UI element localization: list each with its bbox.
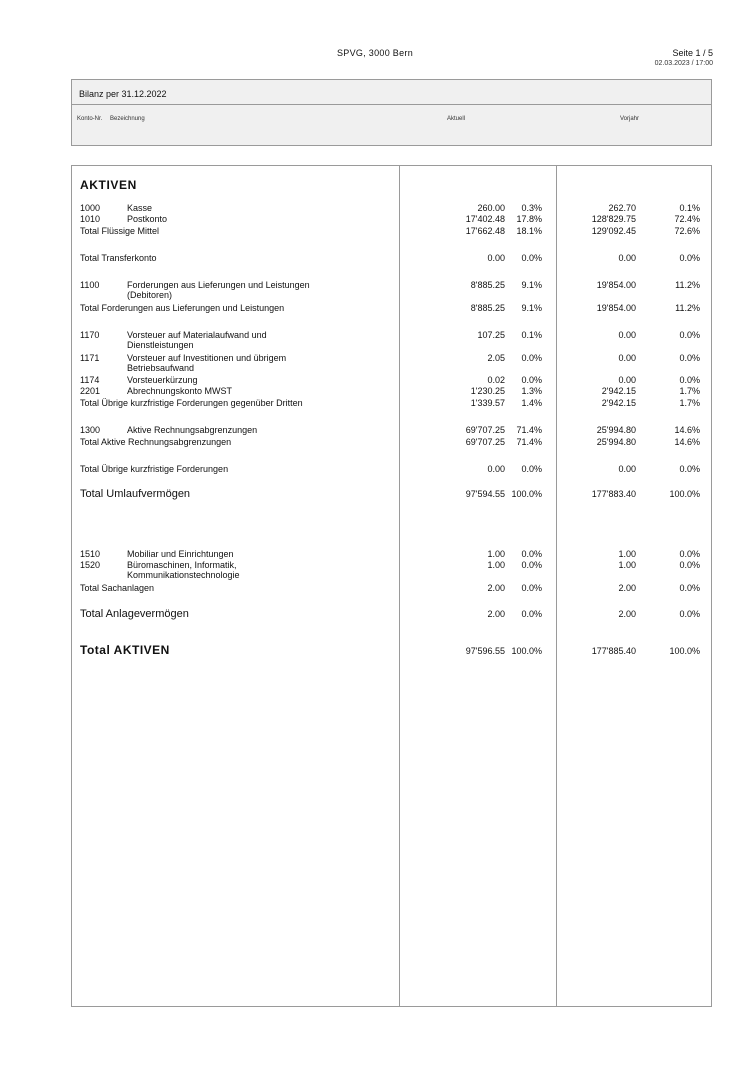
previous-percent: 0.0%: [679, 583, 700, 593]
current-percent: 18.1%: [516, 226, 542, 236]
account-description: Vorsteuer auf Materialaufwand und: [127, 330, 267, 340]
account-number: 1520: [80, 560, 101, 570]
previous-amount: 25'994.80: [596, 437, 636, 447]
current-percent: 9.1%: [521, 303, 542, 313]
current-percent: 0.0%: [521, 253, 542, 263]
previous-percent: 0.1%: [679, 203, 700, 213]
previous-amount: 262.70: [608, 203, 636, 213]
column-header-account: Konto-Nr.: [77, 116, 103, 122]
previous-amount: 1.00: [618, 549, 636, 559]
header-divider: [72, 104, 711, 105]
current-amount: 69'707.25: [465, 437, 505, 447]
current-percent: 0.0%: [521, 583, 542, 593]
report-title: Bilanz per 31.12.2022: [79, 89, 167, 99]
account-number: 1000: [80, 203, 101, 213]
total-label: Total Anlagevermögen: [80, 608, 189, 620]
total-label: Total Umlaufvermögen: [80, 488, 191, 500]
current-amount: 2.00: [487, 583, 505, 593]
previous-amount: 129'092.45: [591, 226, 636, 236]
current-percent: 0.0%: [521, 353, 542, 363]
previous-amount: 0.00: [618, 330, 636, 340]
current-amount: 69'707.25: [465, 425, 505, 435]
print-datetime: 02.03.2023 / 17:00: [654, 60, 713, 67]
report-header-box: [71, 79, 712, 146]
account-description: Büromaschinen, Informatik,: [127, 560, 237, 570]
account-description-continued: Dienstleistungen: [127, 340, 194, 350]
account-number: 1174: [80, 375, 100, 385]
current-percent: 71.4%: [516, 425, 542, 435]
grand-total-label: Total AKTIVEN: [80, 643, 170, 657]
account-number: 1010: [80, 214, 101, 224]
current-percent: 9.1%: [521, 280, 542, 290]
previous-percent: 100.0%: [669, 646, 700, 656]
current-amount: 0.00: [487, 253, 505, 263]
previous-percent: 11.2%: [675, 303, 700, 313]
current-percent: 1.3%: [521, 386, 542, 396]
account-number: 2201: [80, 386, 101, 396]
current-percent: 0.1%: [521, 330, 542, 340]
account-description: Abrechnungskonto MWST: [127, 386, 233, 396]
previous-amount: 2'942.15: [601, 398, 636, 408]
current-percent: 0.3%: [521, 203, 542, 213]
column-header-current: Aktuell: [447, 116, 466, 122]
account-number: 1170: [80, 330, 100, 340]
previous-amount: 2.00: [618, 583, 636, 593]
current-percent: 17.8%: [516, 214, 542, 224]
current-amount: 2.00: [487, 609, 505, 619]
previous-percent: 100.0%: [669, 489, 700, 499]
account-number: 1100: [80, 280, 100, 290]
previous-percent: 0.0%: [679, 253, 700, 263]
current-percent: 0.0%: [521, 375, 542, 385]
current-amount: 1.00: [487, 549, 505, 559]
total-label: Total Forderungen aus Lieferungen und Leistungen: [80, 303, 285, 313]
current-amount: 1'339.57: [470, 398, 505, 408]
account-description: Kasse: [127, 203, 153, 213]
total-label: Total Transferkonto: [80, 253, 157, 263]
current-amount: 8'885.25: [470, 303, 505, 313]
current-percent: 100.0%: [511, 489, 542, 499]
previous-percent: 14.6%: [674, 437, 700, 447]
current-amount: 97'596.55: [465, 646, 505, 656]
previous-percent: 0.0%: [679, 464, 700, 474]
account-number: 1171: [80, 353, 100, 363]
column-separator-current: [399, 166, 400, 1006]
previous-percent: 72.6%: [674, 226, 700, 236]
previous-percent: 0.0%: [679, 560, 700, 570]
current-amount: 8'885.25: [470, 280, 505, 290]
previous-percent: 1.7%: [679, 398, 700, 408]
previous-percent: 72.4%: [674, 214, 700, 224]
current-amount: 97'594.55: [465, 489, 505, 499]
previous-percent: 11.2%: [675, 280, 700, 290]
current-amount: 17'662.48: [465, 226, 505, 236]
current-amount: 0.00: [487, 464, 505, 474]
previous-percent: 0.0%: [679, 353, 700, 363]
previous-amount: 25'994.80: [596, 425, 636, 435]
account-description-continued: Betriebsaufwand: [127, 363, 195, 373]
previous-percent: 0.0%: [679, 609, 700, 619]
previous-amount: 177'885.40: [591, 646, 636, 656]
current-amount: 0.02: [487, 375, 505, 385]
total-label: Total Sachanlagen: [80, 583, 155, 593]
account-number: 1300: [80, 425, 101, 435]
account-description: Aktive Rechnungsabgrenzungen: [127, 425, 258, 435]
balance-table: [71, 165, 712, 1007]
account-description: Postkonto: [127, 214, 168, 224]
total-label: Total Flüssige Mittel: [80, 226, 160, 236]
current-amount: 2.05: [487, 353, 505, 363]
current-percent: 0.0%: [521, 560, 542, 570]
current-percent: 0.0%: [521, 609, 542, 619]
account-description-continued: (Debitoren): [127, 290, 173, 300]
current-percent: 71.4%: [516, 437, 542, 447]
current-amount: 1.00: [487, 560, 505, 570]
previous-percent: 0.0%: [679, 330, 700, 340]
previous-amount: 2'942.15: [601, 386, 636, 396]
current-percent: 0.0%: [521, 464, 542, 474]
account-description: Mobiliar und Einrichtungen: [127, 549, 234, 559]
account-description: Vorsteuer auf Investitionen und übrigem: [127, 353, 287, 363]
current-amount: 260.00: [477, 203, 505, 213]
previous-amount: 19'854.00: [596, 303, 636, 313]
column-header-description: Bezeichnung: [110, 116, 145, 122]
organization-name: SPVG, 3000 Bern: [336, 48, 414, 58]
previous-amount: 0.00: [618, 375, 636, 385]
current-percent: 100.0%: [511, 646, 542, 656]
previous-percent: 0.0%: [679, 549, 700, 559]
previous-amount: 128'829.75: [591, 214, 636, 224]
previous-amount: 0.00: [618, 464, 636, 474]
total-label: Total Aktive Rechnungsabgrenzungen: [80, 437, 232, 447]
previous-amount: 1.00: [618, 560, 636, 570]
previous-amount: 177'883.40: [591, 489, 636, 499]
current-amount: 1'230.25: [470, 386, 505, 396]
current-amount: 107.25: [477, 330, 505, 340]
previous-percent: 14.6%: [674, 425, 700, 435]
account-number: 1510: [80, 549, 101, 559]
account-description-continued: Kommunikationstechnologie: [127, 570, 240, 580]
previous-percent: 0.0%: [679, 375, 700, 385]
current-percent: 0.0%: [521, 549, 542, 559]
current-amount: 17'402.48: [465, 214, 505, 224]
column-separator-previous: [556, 166, 557, 1006]
section-title-aktiven: AKTIVEN: [80, 178, 137, 192]
account-description: Forderungen aus Lieferungen und Leistungen: [127, 280, 310, 290]
total-label: Total Übrige kurzfristige Forderungen: [80, 464, 229, 474]
previous-amount: 0.00: [618, 353, 636, 363]
previous-amount: 19'854.00: [596, 280, 636, 290]
total-label: Total Übrige kurzfristige Forderungen gegenüber Dritten: [80, 398, 303, 408]
page-number: Seite 1 / 5: [672, 48, 713, 58]
account-description: Vorsteuerkürzung: [127, 375, 198, 385]
previous-amount: 2.00: [618, 609, 636, 619]
column-header-previous: Vorjahr: [620, 116, 640, 122]
previous-amount: 0.00: [618, 253, 636, 263]
previous-percent: 1.7%: [679, 386, 700, 396]
current-percent: 1.4%: [521, 398, 542, 408]
